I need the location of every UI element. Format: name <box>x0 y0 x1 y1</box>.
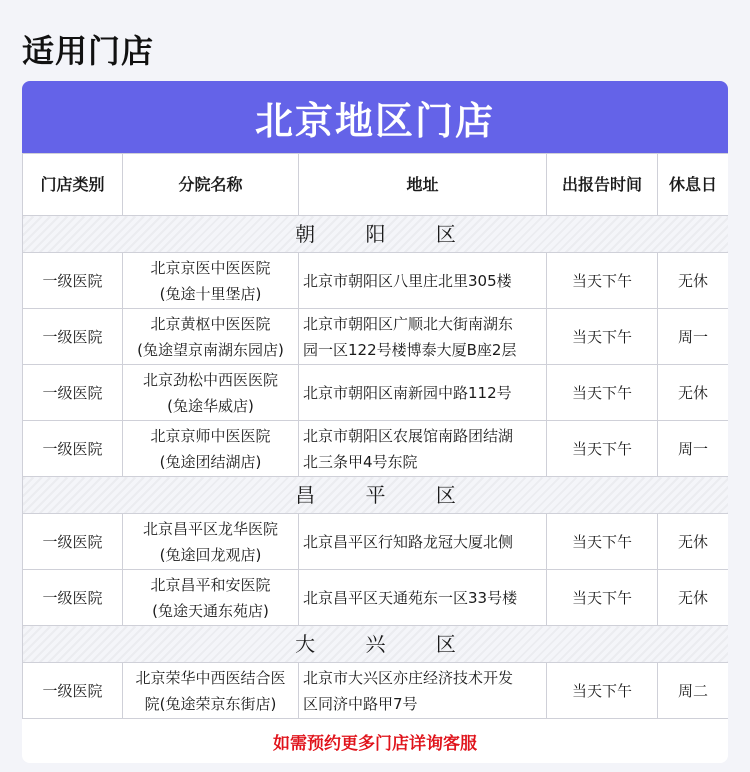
store-name <box>123 421 299 477</box>
store-type: 一级医院 <box>23 514 123 570</box>
store-type: 一级医院 <box>23 253 123 309</box>
store-address-line1: 北京市朝阳区广顺北大街南湖东 <box>303 314 514 333</box>
store-address <box>299 421 547 477</box>
store-address <box>299 365 547 421</box>
header-name: 分院名称 <box>123 154 299 216</box>
store-name <box>123 514 299 570</box>
store-address-line2: 北三条甲4号东院 <box>303 452 418 471</box>
report-time: 当天下午 <box>547 570 658 626</box>
table-row <box>23 663 729 719</box>
store-address <box>299 514 547 570</box>
page-title: 适用门店 <box>22 32 155 70</box>
store-address <box>299 253 547 309</box>
rest-day: 无休 <box>658 253 729 309</box>
report-time: 当天下午 <box>547 309 658 365</box>
district-row-daxing <box>23 626 729 663</box>
store-name-line2: (兔途华威店) <box>167 396 254 415</box>
store-name-line1: 北京荣华中西医结合医 <box>135 668 286 687</box>
store-name-line2: (兔途望京南湖东园店) <box>137 340 284 359</box>
store-name-line2: (兔途天通东苑店) <box>152 601 269 620</box>
district-row-changping <box>23 477 729 514</box>
store-name-line2: (兔途团结湖店) <box>159 452 262 471</box>
rest-day: 周一 <box>658 309 729 365</box>
store-name-line1: 北京昌平和安医院 <box>150 575 271 594</box>
store-address <box>299 570 547 626</box>
report-time: 当天下午 <box>547 421 658 477</box>
table-row <box>23 253 729 309</box>
store-address-line1: 北京市朝阳区八里庄北里305楼 <box>303 271 512 290</box>
rest-day: 周二 <box>658 663 729 719</box>
store-type: 一级医院 <box>23 309 123 365</box>
store-address-line2: 园一区122号楼博泰大厦B座2层 <box>303 340 517 359</box>
store-address-line1: 北京市朝阳区南新园中路112号 <box>303 383 512 402</box>
table-row <box>23 570 729 626</box>
table-header-row <box>23 154 729 216</box>
table-row <box>23 309 729 365</box>
rest-day: 无休 <box>658 570 729 626</box>
booking-contact-link[interactable]: 如需预约更多门店详询客服 <box>22 719 728 763</box>
store-address-line1: 北京昌平区行知路龙冠大厦北侧 <box>303 532 514 551</box>
store-address <box>299 663 547 719</box>
banner-title: 北京地区门店 <box>22 81 728 153</box>
store-name-line1: 北京劲松中西医医院 <box>142 370 278 389</box>
table-row <box>23 421 729 477</box>
store-name-line2: (兔途十里堡店) <box>159 284 262 303</box>
store-type: 一级医院 <box>23 570 123 626</box>
store-name-line1: 北京黄枢中医医院 <box>150 314 271 333</box>
store-name-line1: 北京昌平区龙华医院 <box>142 519 278 538</box>
table-row <box>23 365 729 421</box>
store-type: 一级医院 <box>23 365 123 421</box>
store-address-line1: 北京昌平区天通苑东一区33号楼 <box>303 588 518 607</box>
store-type: 一级医院 <box>23 421 123 477</box>
report-time: 当天下午 <box>547 514 658 570</box>
store-name <box>123 365 299 421</box>
store-address-line1: 北京市大兴区亦庄经济技术开发 <box>303 668 514 687</box>
store-name-line2: 院(兔途荣京东街店) <box>144 694 277 713</box>
stores-table <box>22 153 728 719</box>
store-address <box>299 309 547 365</box>
header-report-time: 出报告时间 <box>547 154 658 216</box>
table-row <box>23 514 729 570</box>
district-name: 大 兴 区 <box>295 632 478 656</box>
rest-day: 无休 <box>658 365 729 421</box>
district-name: 昌 平 区 <box>295 483 478 507</box>
district-row-chaoyang <box>23 216 729 253</box>
rest-day: 周一 <box>658 421 729 477</box>
store-name <box>123 570 299 626</box>
header-type: 门店类别 <box>23 154 123 216</box>
header-address: 地址 <box>299 154 547 216</box>
store-name-line1: 北京京医中医医院 <box>150 258 271 277</box>
store-type: 一级医院 <box>23 663 123 719</box>
district-name: 朝 阳 区 <box>295 222 478 246</box>
report-time: 当天下午 <box>547 663 658 719</box>
store-name-line1: 北京京师中医医院 <box>150 426 271 445</box>
stores-card <box>22 81 728 763</box>
rest-day: 无休 <box>658 514 729 570</box>
store-address-line1: 北京市朝阳区农展馆南路团结湖 <box>303 426 514 445</box>
store-name <box>123 663 299 719</box>
store-address-line2: 区同济中路甲7号 <box>303 694 418 713</box>
header-rest-day: 休息日 <box>658 154 729 216</box>
report-time: 当天下午 <box>547 365 658 421</box>
store-name <box>123 309 299 365</box>
report-time: 当天下午 <box>547 253 658 309</box>
store-name-line2: (兔途回龙观店) <box>159 545 262 564</box>
store-name <box>123 253 299 309</box>
